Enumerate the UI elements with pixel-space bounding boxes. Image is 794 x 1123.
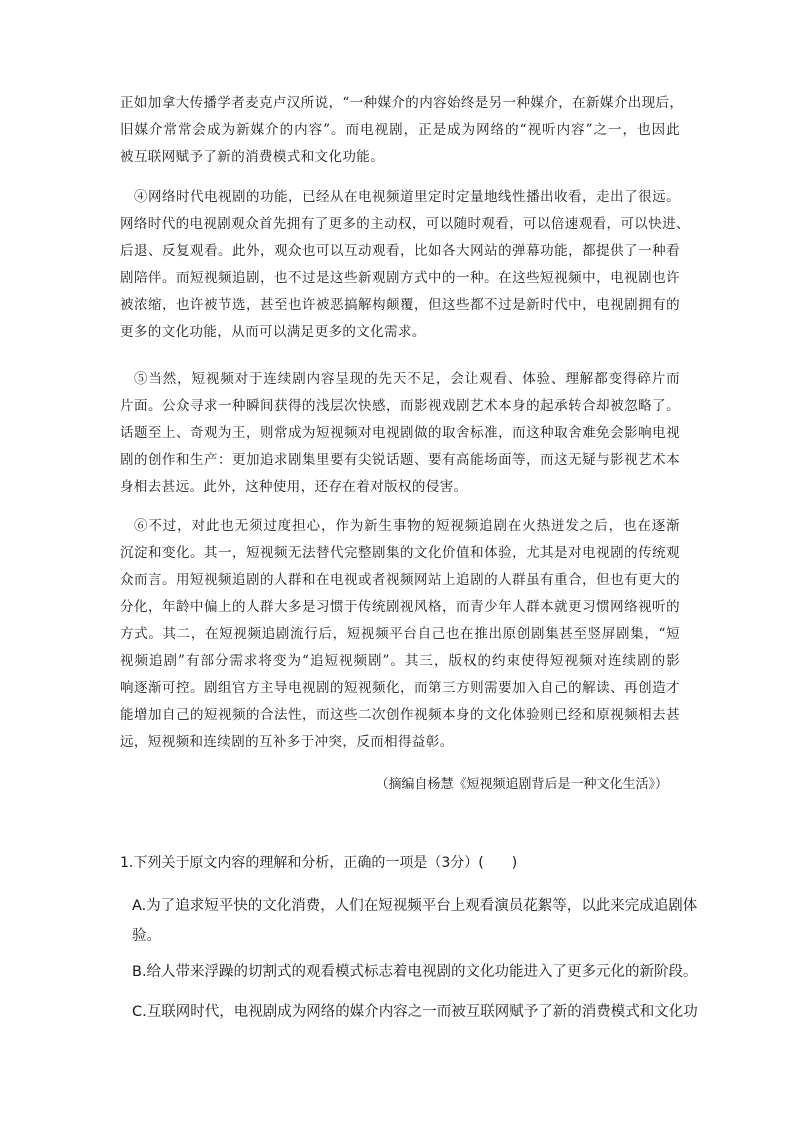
article-source: （摘编自杨慧《短视频追剧背后是一种文化生活》） <box>375 777 668 792</box>
text-line: 远，短视频和连续剧的互补多于冲突，反而相得益彰。 <box>120 734 454 750</box>
text-line: 能增加自己的短视频的合法性，而这些二次创作视频本身的文化体验则已经和原视频相去甚 <box>120 707 680 723</box>
paragraph-5-body <box>120 393 680 501</box>
paragraph-4 <box>134 184 680 211</box>
text-line: ④网络时代电视剧的功能，已经从在电视频道里定时定量地线性播出收看，走出了很远。 <box>134 189 680 205</box>
text-line: 视频追剧”有部分需求将变为“追短视频剧”。其三，版权的约束使得短视频对连续剧的影 <box>120 653 680 669</box>
text-line: 被浓缩，也许被节选，甚至也许被恶搞解构颠覆，但这些都不过是新时代中，电视剧拥有的 <box>120 297 680 313</box>
text-line: 更多的文化功能，从而可以满足更多的文化需求。 <box>120 324 426 340</box>
text-line: 后退、反复观看。此外，观众也可以互动观看，比如各大网站的弹幕功能，都提供了一种看 <box>120 243 680 259</box>
option-a <box>132 891 698 951</box>
option-c <box>132 997 698 1027</box>
text-line: 剧的创作和生产：更加追求剧集里要有尖锐话题、要有高能场面等，而这无疑与影视艺术本 <box>120 452 680 468</box>
paragraph-6 <box>134 513 680 540</box>
paragraph-3 <box>120 90 684 171</box>
text-line: 剧陪伴。而短视频追剧，也不过是这些新观剧方式中的一种。在这些短视频中，电视剧也许 <box>120 270 680 286</box>
text-line: 正如加拿大传播学者麦克卢汉所说，“一种媒介的内容始终是另一种媒介，在新媒介出现后， <box>120 95 684 111</box>
paragraph-6-body <box>120 540 680 756</box>
text-line: 众而言。用短视频追剧的人群和在电视或者视频网站上追剧的人群虽有重合，但也有更大的 <box>120 572 680 588</box>
text-line: 话题至上、奇观为王，则常成为短视频对电视剧做的取舍标准，而这种取舍难免会影响电视 <box>120 425 680 441</box>
option-c-line: C.互联网时代，电视剧成为网络的媒介内容之一而被互联网赋予了新的消费模式和文化功 <box>132 1004 698 1020</box>
text-line: 被互联网赋予了新的消费模式和文化功能。 <box>120 149 385 165</box>
text-line: 网络时代的电视剧观众首先拥有了更多的主动权，可以随时观看，可以倍速观看，可以快进、 <box>120 216 690 232</box>
text-line: 分化，年龄中偏上的人群大多是习惯于传统剧视风格，而青少年人群本就更习惯网络视听的 <box>120 599 680 615</box>
option-b <box>132 957 698 987</box>
text-line: 身相去甚远。此外，这种使用，还存在着对版权的侵害。 <box>120 479 468 495</box>
text-line: ⑥不过，对此也无须过度担心，作为新生事物的短视频追剧在火热迸发之后，也在逐渐 <box>134 518 680 534</box>
question-stem: 1.下列关于原文内容的理解和分析，正确的一项是（3分）( ) <box>120 855 518 871</box>
option-a-line: 验。 <box>132 928 161 944</box>
text-line: 旧媒介常常会成为新媒介的内容”。而电视剧，正是成为网络的“视听内容”之一，也因此 <box>120 122 680 138</box>
paragraph-5 <box>134 366 680 393</box>
option-b-line: B.给人带来浮躁的切割式的观看模式标志着电视剧的文化功能进入了更多元化的新阶段。 <box>132 964 698 980</box>
text-line: 方式。其二，在短视频追剧流行后，短视频平台自己也在推出原创剧集甚至竖屏剧集，“短 <box>120 626 680 642</box>
text-line: ⑤当然，短视频对于连续剧内容呈现的先天不足，会让观看、体验、理解都变得碎片而 <box>134 371 680 387</box>
text-line: 片面。公众寻求一种瞬间获得的浅层次快感，而影视戏剧艺术本身的起承转合却被忽略了。 <box>120 398 680 414</box>
option-a-line: A.为了追求短平快的文化消费，人们在短视频平台上观看演员花絮等，以此来完成追剧体 <box>132 898 698 914</box>
paragraph-4-body <box>120 211 690 346</box>
text-line: 沉淀和变化。其一，短视频无法替代完整剧集的文化价值和体验，尤其是对电视剧的传统观 <box>120 545 680 561</box>
text-line: 响逐渐可控。剧组官方主导电视剧的短视频化，而第三方则需要加入自己的解读、再创造才 <box>120 680 680 696</box>
